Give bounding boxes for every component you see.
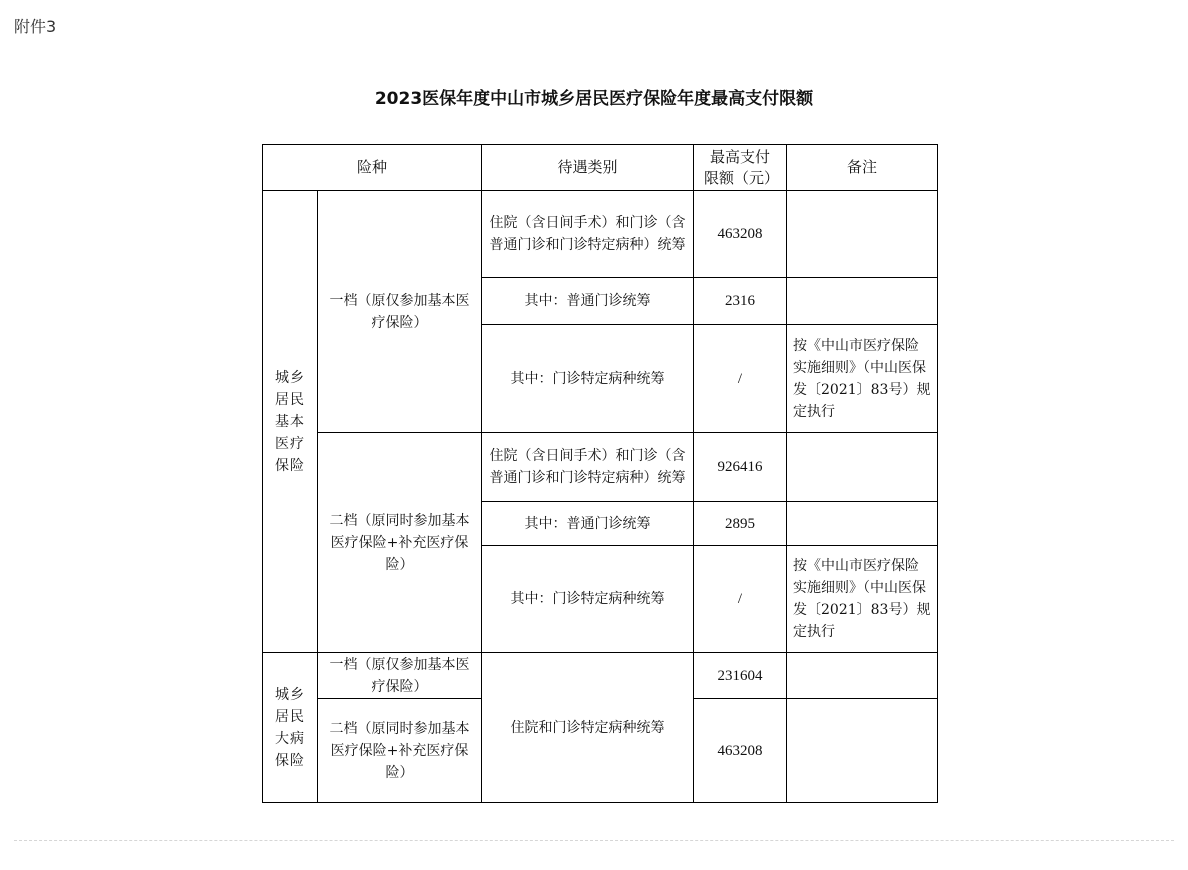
max-limit-cell: / [694, 325, 787, 433]
payment-limit-table [262, 144, 938, 803]
remark-cell [787, 191, 938, 278]
max-limit-cell: / [694, 546, 787, 653]
benefit-category-cell: 其中：普通门诊统筹 [482, 278, 694, 325]
header-remarks: 备注 [787, 145, 938, 191]
attachment-label: 附件3 [14, 17, 57, 36]
table-header-row [263, 145, 938, 191]
max-limit-cell: 463208 [694, 191, 787, 278]
remark-cell [787, 502, 938, 546]
remark-cell [787, 699, 938, 803]
critical-insurance-label: 城乡居民大病保险 [263, 653, 318, 803]
benefit-category-cell: 其中：普通门诊统筹 [482, 502, 694, 546]
max-limit-cell: 926416 [694, 433, 787, 502]
table-row [263, 191, 938, 278]
max-limit-cell: 463208 [694, 699, 787, 803]
header-benefit-category: 待遇类别 [482, 145, 694, 191]
header-insurance-type: 险种 [263, 145, 482, 191]
remark-cell [787, 278, 938, 325]
max-limit-cell: 2895 [694, 502, 787, 546]
benefit-category-cell: 住院（含日间手术）和门诊（含普通门诊和门诊特定病种）统筹 [482, 191, 694, 278]
max-limit-cell: 2316 [694, 278, 787, 325]
remark-cell: 按《中山市医疗保险实施细则》（中山医保发〔2021〕83号）规定执行 [787, 325, 938, 433]
table-row [263, 653, 938, 699]
document-title: 2023医保年度中山市城乡居民医疗保险年度最高支付限额 [374, 89, 814, 109]
table-row [263, 433, 938, 502]
benefit-category-cell: 住院（含日间手术）和门诊（含普通门诊和门诊特定病种）统筹 [482, 433, 694, 502]
remark-cell [787, 653, 938, 699]
critical-tier2-label: 二档（原同时参加基本医疗保险+补充医疗保险） [318, 699, 482, 803]
remark-cell [787, 433, 938, 502]
remark-cell: 按《中山市医疗保险实施细则》（中山医保发〔2021〕83号）规定执行 [787, 546, 938, 653]
basic-insurance-label: 城乡居民基本医疗保险 [263, 191, 318, 653]
max-limit-cell: 231604 [694, 653, 787, 699]
critical-tier1-label: 一档（原仅参加基本医疗保险） [318, 653, 482, 699]
basic-tier1-label: 一档（原仅参加基本医疗保险） [318, 191, 482, 433]
footer-divider [14, 840, 1174, 841]
header-max-limit: 最高支付限额（元） [694, 145, 787, 191]
critical-benefit-category: 住院和门诊特定病种统筹 [482, 653, 694, 803]
benefit-category-cell: 其中：门诊特定病种统筹 [482, 546, 694, 653]
benefit-category-cell: 其中：门诊特定病种统筹 [482, 325, 694, 433]
basic-tier2-label: 二档（原同时参加基本医疗保险+补充医疗保险） [318, 433, 482, 653]
